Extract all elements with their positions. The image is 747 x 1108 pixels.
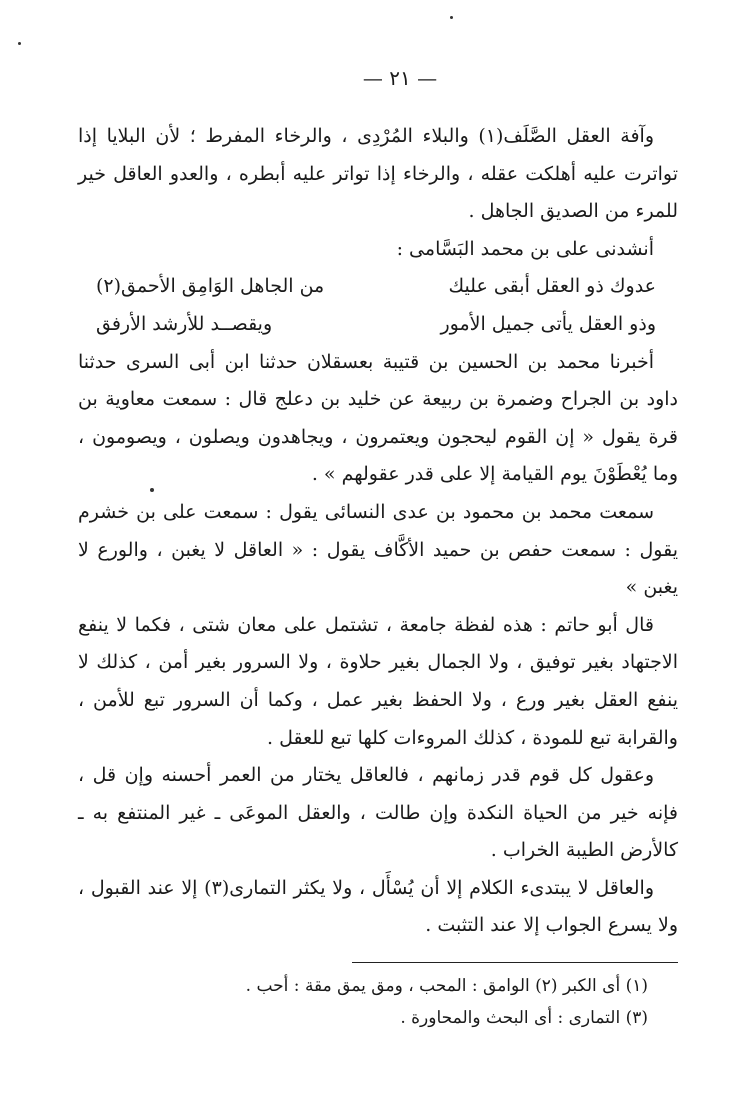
paragraph: سمعت محمد بن محمود بن عدى النسائى يقول : سمعت على بن خشرم يقول : سمعت حفص بن حميد الأكَّاف يقول : « العاقل لا يغبن ، والورع لا يغبن » <box>78 500 678 599</box>
poem-hemistich-second: من الجاهل الوَامِق الأحمق(٢) <box>96 275 325 298</box>
poem-verse <box>96 306 656 344</box>
scan-speck <box>150 488 154 492</box>
poem-intro: أنشدنى على بن محمد البَسَّامى : <box>396 237 654 260</box>
paragraph: قال أبو حاتم : هذه لفظة جامعة ، تشتمل على معان شتى ، فكما لا ينفع الاجتهاد بغير توفيق ، ولا الجمال بغير حلاوة ، ولا السرور بغير أمن ، كذلك لا ينفع العقل بغير ورع ، ولا الحفظ بغير عمل ، وكما أن السرور تبع للأمن ، والقرابة تبع للمودة ، كذلك المروءات كلها تبع للعقل . <box>78 613 678 749</box>
paragraph: وعقول كل قوم قدر زمانهم ، فالعاقل يختار من العمر أحسنه وإن قل ، فإنه خير من الحياة النكدة وإن طالت ، والعقل الموعَى ـ غير المنتفع به ـ كالأرض الطيبة الخراب . <box>78 764 678 862</box>
poem <box>78 268 678 343</box>
main-text <box>78 118 678 945</box>
page-number: — ٢١ — <box>362 66 438 90</box>
poem-verse <box>96 268 656 306</box>
poem-hemistich-second: ويقصــد للأرشد الأرفق <box>96 312 273 335</box>
footnote: (١) أى الكبر (٢) الوامق : المحب ، ومق يمق مقة : أحب . <box>245 976 648 996</box>
paragraph: أخبرنا محمد بن الحسين بن قتيبة بعسقلان حدثنا ابن أبى السرى حدثنا داود بن الجراح وضمرة بن ربيعة عن خليد بن دعلج قال : سمعت معاوية بن قرة يقول « إن القوم ليحجون ويعتمرون ، ويجاهدون ويصلون ، ويصومون ، وما يُعْطَوْنَ يوم القيامة إلا على قدر عقولهم » . <box>78 350 678 486</box>
scan-speck <box>450 16 453 19</box>
paragraph: وآفة العقل الصَّلَف(١) والبلاء المُرْدِى ، والرخاء المفرط ؛ لأن البلايا إذا تواترت عليه أهلكت عقله ، والرخاء إذا تواتر عليه أبطره ، والعدو العاقل خير للمرء من الصديق الجاهل . <box>78 125 678 223</box>
footnote-divider <box>352 962 678 963</box>
paragraph: والعاقل لا يبتدىء الكلام إلا أن يُسْأَل ، ولا يكثر التمارى(٣) إلا عند القبول ، ولا يسرع الجواب إلا عند التثبت . <box>78 876 678 937</box>
scan-speck <box>18 42 21 45</box>
footnote: (٣) التمارى : أى البحث والمحاورة . <box>400 1008 648 1028</box>
footnotes <box>78 970 648 1034</box>
poem-hemistich-first: عدوك ذو العقل أبقى عليك <box>448 275 656 298</box>
poem-hemistich-first: وذو العقل يأتى جميل الأمور <box>440 312 656 335</box>
